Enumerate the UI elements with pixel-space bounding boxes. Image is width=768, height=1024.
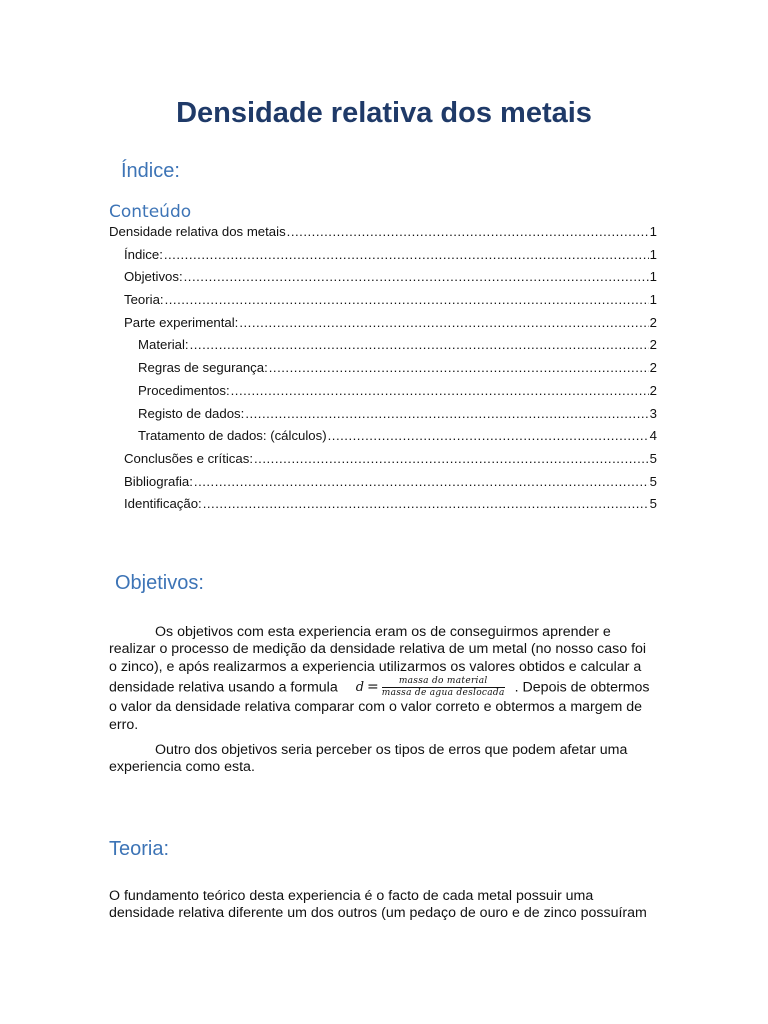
formula-denominator: massa de agua deslocada xyxy=(381,688,505,699)
toc-dot-leader xyxy=(328,428,649,443)
toc-dot-leader xyxy=(269,360,649,375)
toc-entry-label: Bibliografia: xyxy=(124,473,193,489)
toc-entry[interactable] xyxy=(109,428,657,451)
objetivos-heading: Objetivos: xyxy=(115,572,204,594)
toc-dot-leader xyxy=(203,496,649,511)
toc-entry-label: Registo de dados: xyxy=(138,405,245,421)
toc-dot-leader xyxy=(245,406,648,421)
toc-entry[interactable] xyxy=(109,224,657,247)
toc-entry[interactable] xyxy=(109,474,657,497)
toc-entry-label: Objetivos: xyxy=(124,269,183,285)
toc-dot-leader xyxy=(254,451,649,466)
toc-entry-label: Tratamento de dados: (cálculos) xyxy=(138,428,327,444)
toc-entry-label: Procedimentos: xyxy=(138,382,230,398)
toc-entry[interactable] xyxy=(109,360,657,383)
toc-entry[interactable] xyxy=(109,269,657,292)
formula-equals: = xyxy=(367,679,379,696)
formula-fraction xyxy=(382,676,505,699)
toc-dot-leader xyxy=(239,315,648,330)
table-of-contents xyxy=(109,224,657,519)
objetivos-p2-text: Outro dos objetivos seria perceber os tipos de erros que podem afetar uma experiencia como esta. xyxy=(109,742,628,776)
toc-heading: Conteúdo xyxy=(109,202,192,222)
toc-entry-page: 4 xyxy=(649,428,657,444)
toc-entry-page: 1 xyxy=(649,246,657,262)
toc-entry[interactable] xyxy=(109,451,657,474)
toc-entry-page: 1 xyxy=(649,224,657,239)
toc-entry-label: Identificação: xyxy=(124,496,202,512)
objetivos-text-after-formula: . Depois de obtermos o valor da densidade relativa comparar com o valor correto e obtermos a margem de erro. xyxy=(109,679,650,733)
toc-entry-page: 1 xyxy=(649,292,657,308)
document-title: Densidade relativa dos metais xyxy=(176,97,592,129)
toc-dot-leader xyxy=(190,337,649,352)
toc-entry[interactable] xyxy=(109,315,657,338)
formula-lhs: d xyxy=(355,680,365,696)
toc-entry-label: Conclusões e críticas: xyxy=(124,450,253,466)
indice-heading: Índice: xyxy=(121,160,180,182)
toc-entry-page: 1 xyxy=(649,269,657,285)
density-formula xyxy=(356,676,505,699)
toc-entry-page: 5 xyxy=(649,496,657,512)
toc-entry-label: Densidade relativa dos metais xyxy=(109,224,286,239)
toc-entry-page: 2 xyxy=(649,337,657,353)
toc-entry-label: Teoria: xyxy=(124,292,164,308)
teoria-paragraph-1: O fundamento teórico desta experiencia é o facto de cada metal possuir uma densidade relativa diferente um dos outros (um pedaço de ouro e de zinco possuíram xyxy=(109,888,647,922)
toc-entry-page: 2 xyxy=(649,360,657,376)
toc-entry-page: 3 xyxy=(649,405,657,421)
formula-numerator: massa do material xyxy=(398,676,488,687)
toc-dot-leader xyxy=(231,383,649,398)
toc-entry-page: 5 xyxy=(649,473,657,489)
teoria-heading: Teoria: xyxy=(109,838,170,860)
objetivos-paragraph-2 xyxy=(109,742,655,777)
toc-entry[interactable] xyxy=(109,292,657,315)
toc-entry-label: Regras de segurança: xyxy=(138,360,268,376)
toc-entry-page: 2 xyxy=(649,382,657,398)
objetivos-text-before-formula: Os objetivos com esta experiencia eram os de conseguirmos aprender e realizar o processo de medição da densidade relativa de um metal (no nosso caso foi o zinco), e após realizarmos a experiencia utilizarmos os valores obtidos e calcular a densidade relativa usando a formula xyxy=(109,624,647,696)
toc-dot-leader xyxy=(287,224,649,239)
objetivos-paragraph-1 xyxy=(109,624,655,734)
toc-entry-label: Material: xyxy=(138,337,189,353)
toc-dot-leader xyxy=(165,292,649,307)
toc-entry[interactable] xyxy=(109,337,657,360)
toc-entry[interactable] xyxy=(109,247,657,270)
toc-entry[interactable] xyxy=(109,406,657,429)
toc-entry-label: Índice: xyxy=(124,246,163,262)
toc-entry-page: 2 xyxy=(649,314,657,330)
toc-dot-leader xyxy=(184,269,649,284)
toc-entry-label: Parte experimental: xyxy=(124,314,239,330)
toc-entry[interactable] xyxy=(109,383,657,406)
toc-entry[interactable] xyxy=(109,496,657,519)
toc-dot-leader xyxy=(194,474,649,489)
toc-dot-leader xyxy=(164,247,649,262)
toc-entry-page: 5 xyxy=(649,450,657,466)
